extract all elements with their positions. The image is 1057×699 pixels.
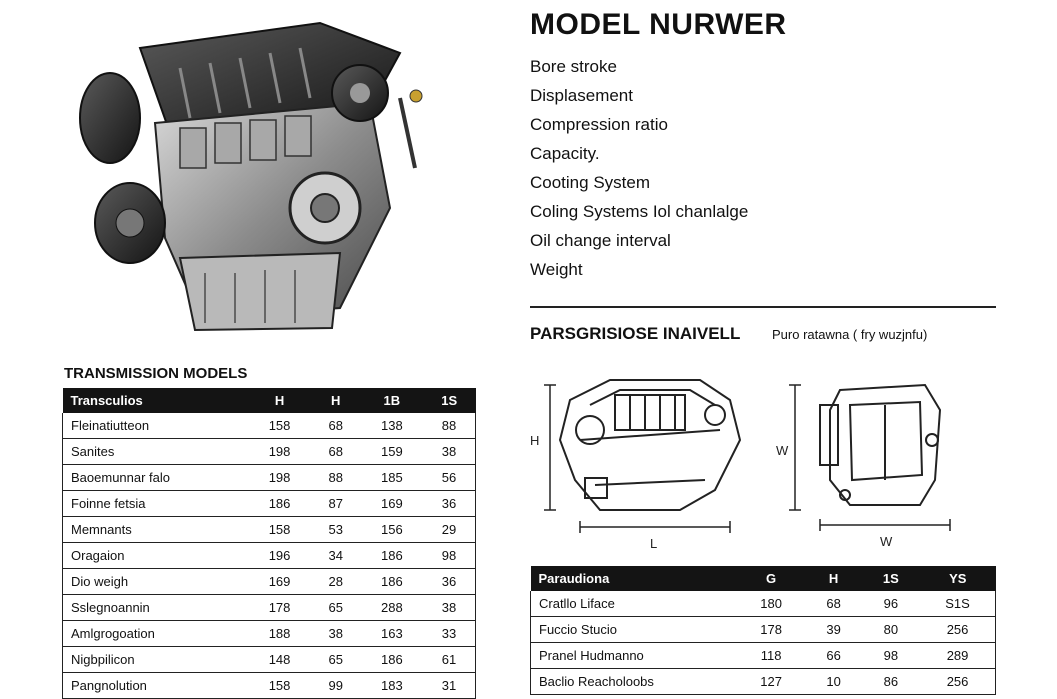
table-cell: 196 — [249, 543, 311, 569]
row-label: Dio weigh — [63, 569, 249, 595]
table-cell: 289 — [920, 643, 995, 669]
table-row — [531, 669, 996, 695]
table-cell: 31 — [423, 673, 476, 699]
table-cell: 38 — [311, 621, 361, 647]
table-cell: 169 — [361, 491, 423, 517]
table-cell: 68 — [311, 439, 361, 465]
column-header: Paraudiona — [531, 566, 737, 591]
table-cell: 178 — [249, 595, 311, 621]
table-row — [63, 595, 476, 621]
row-label: Pranel Hudmanno — [531, 643, 737, 669]
table-row — [63, 647, 476, 673]
table-cell: 186 — [361, 569, 423, 595]
row-label: Pangnolution — [63, 673, 249, 699]
row-label: Oragaion — [63, 543, 249, 569]
table-cell: 188 — [249, 621, 311, 647]
table-cell: 158 — [249, 517, 311, 543]
divider — [530, 306, 996, 308]
table-cell: 99 — [311, 673, 361, 699]
table-cell: 38 — [423, 439, 476, 465]
column-header: 1S — [862, 566, 921, 591]
spec-item: Coling Systems Iol chanlalge — [530, 202, 749, 221]
side-view-diagram — [820, 385, 940, 505]
column-header: 1S — [423, 388, 476, 413]
table-cell: 118 — [737, 643, 806, 669]
table-cell: 180 — [737, 591, 806, 617]
column-header: H — [311, 388, 361, 413]
dimension-label-h: H — [530, 433, 540, 448]
row-label: Baoemunnar falo — [63, 465, 249, 491]
table-row — [63, 569, 476, 595]
table-row — [63, 621, 476, 647]
table-cell: 163 — [361, 621, 423, 647]
transmission-table-title: TRANSMISSION MODELS — [64, 365, 248, 382]
table-cell: 39 — [806, 617, 862, 643]
dimension-label-w: W — [776, 443, 789, 458]
table-cell: 198 — [249, 465, 311, 491]
row-label: Nigbpilicon — [63, 647, 249, 673]
table-row — [531, 643, 996, 669]
spec-list — [530, 56, 748, 288]
table-cell: 148 — [249, 647, 311, 673]
table-row — [531, 591, 996, 617]
table-cell: 88 — [423, 413, 476, 439]
table-row — [63, 465, 476, 491]
side-view-dimensions — [789, 385, 950, 531]
parameters-table — [530, 566, 996, 695]
model-title: MODEL NURWER — [530, 8, 787, 41]
table-cell: 53 — [311, 517, 361, 543]
table-cell: 28 — [311, 569, 361, 595]
table-cell: 198 — [249, 439, 311, 465]
table-cell: 68 — [311, 413, 361, 439]
column-header: Transculios — [63, 388, 249, 413]
table-cell: 96 — [862, 591, 921, 617]
dimension-label-w: W — [880, 534, 893, 549]
table-cell: 29 — [423, 517, 476, 543]
table-cell: 87 — [311, 491, 361, 517]
table-cell: 61 — [423, 647, 476, 673]
table-cell: 65 — [311, 595, 361, 621]
column-header: G — [737, 566, 806, 591]
table-cell: 98 — [862, 643, 921, 669]
table-cell: 138 — [361, 413, 423, 439]
dimension-diagrams — [530, 370, 1000, 560]
table-row — [63, 673, 476, 699]
spec-item: Compression ratio — [530, 115, 668, 134]
table-cell: 68 — [806, 591, 862, 617]
table-cell: 156 — [361, 517, 423, 543]
row-label: Fleinatiutteon — [63, 413, 249, 439]
table-cell: 158 — [249, 413, 311, 439]
table-cell: 38 — [423, 595, 476, 621]
engine-illustration-icon — [70, 8, 430, 338]
table-cell: 186 — [361, 647, 423, 673]
table-cell: 10 — [806, 669, 862, 695]
section-subtitle: Puro ratawna ( fry wuzjnfu) — [772, 327, 928, 342]
table-row — [63, 491, 476, 517]
table-cell: 159 — [361, 439, 423, 465]
transmission-table — [62, 388, 476, 699]
table-cell: 178 — [737, 617, 806, 643]
row-label: Baclio Reacholoobs — [531, 669, 737, 695]
table-cell: 33 — [423, 621, 476, 647]
table-header-row — [531, 566, 996, 591]
table-row — [531, 617, 996, 643]
row-label: Amlgrogoation — [63, 621, 249, 647]
table-cell: 80 — [862, 617, 921, 643]
table-cell: 56 — [423, 465, 476, 491]
column-header: H — [806, 566, 862, 591]
row-label: Sslegnoannin — [63, 595, 249, 621]
spec-item: Bore stroke — [530, 57, 617, 76]
spec-item: Cooting System — [530, 173, 650, 192]
table-cell: 88 — [311, 465, 361, 491]
table-cell: 36 — [423, 491, 476, 517]
table-row — [63, 413, 476, 439]
table-cell: S1S — [920, 591, 995, 617]
spec-item: Displasement — [530, 86, 633, 105]
spec-item: Weight — [530, 260, 583, 279]
table-row — [63, 439, 476, 465]
table-cell: 34 — [311, 543, 361, 569]
table-cell: 288 — [361, 595, 423, 621]
table-cell: 256 — [920, 617, 995, 643]
table-header-row — [63, 388, 476, 413]
table-row — [63, 517, 476, 543]
table-cell: 169 — [249, 569, 311, 595]
row-label: Sanites — [63, 439, 249, 465]
table-cell: 186 — [361, 543, 423, 569]
spec-item: Capacity. — [530, 144, 600, 163]
table-cell: 127 — [737, 669, 806, 695]
row-label: Cratllo Liface — [531, 591, 737, 617]
spec-item: Oil change interval — [530, 231, 671, 250]
table-cell: 183 — [361, 673, 423, 699]
table-row — [63, 543, 476, 569]
row-label: Fuccio Stucio — [531, 617, 737, 643]
table-cell: 98 — [423, 543, 476, 569]
front-view-diagram — [560, 380, 740, 510]
table-cell: 86 — [862, 669, 921, 695]
table-cell: 185 — [361, 465, 423, 491]
table-cell: 158 — [249, 673, 311, 699]
dimension-label-l: L — [650, 536, 658, 551]
table-cell: 36 — [423, 569, 476, 595]
table-cell: 186 — [249, 491, 311, 517]
column-header: YS — [920, 566, 995, 591]
table-cell: 65 — [311, 647, 361, 673]
column-header: H — [249, 388, 311, 413]
table-cell: 256 — [920, 669, 995, 695]
row-label: Memnants — [63, 517, 249, 543]
table-cell: 66 — [806, 643, 862, 669]
row-label: Foinne fetsia — [63, 491, 249, 517]
column-header: 1B — [361, 388, 423, 413]
section-title: PARSGRISIOSE INAIVELL — [530, 324, 741, 343]
